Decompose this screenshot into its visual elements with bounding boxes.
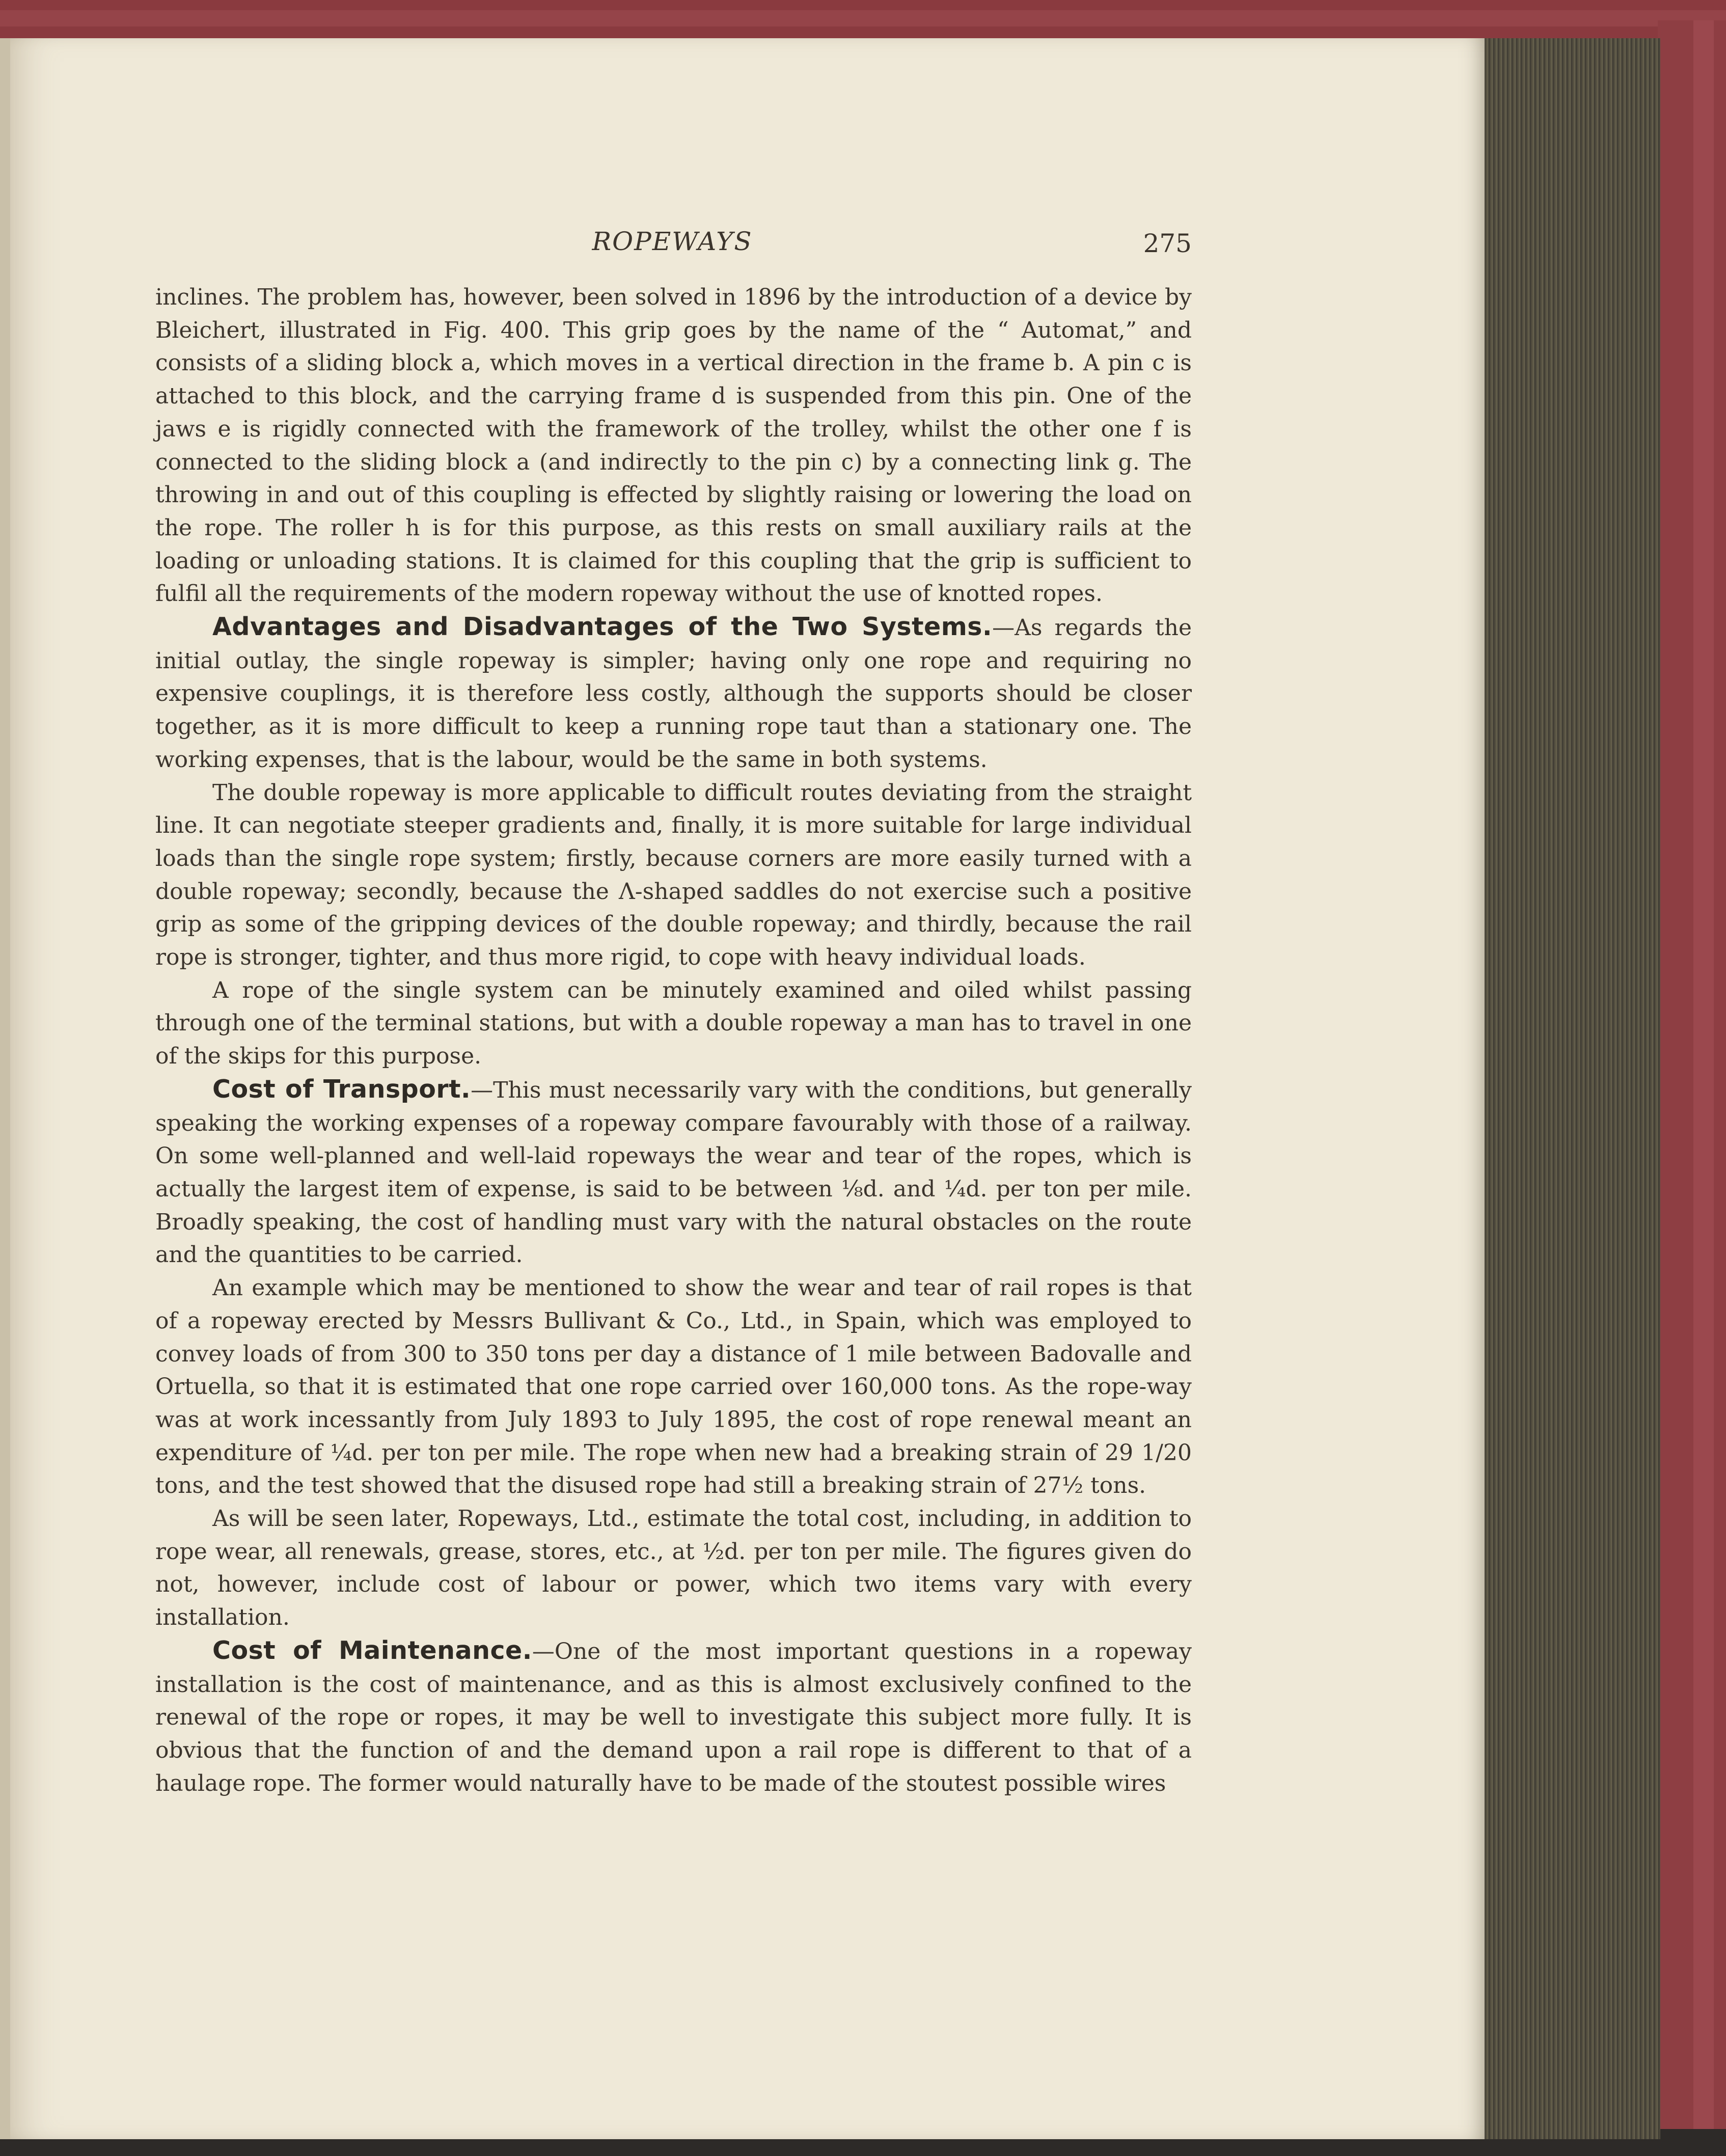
paragraph — [155, 777, 1192, 974]
paragraph-text: —This must necessarily vary with the conditions, but generally speaking the working expenses of a ropeway compare favourably with those of a railway. On some well-planned and well-laid ropeways the wear and tear of the ropes, which is actually the largest item of expense, is said to be between ⅛d. and ¼d. per ton per mile. Broadly speaking, the cost of handling must vary with the natural obstacles on the route and the quantities to be carried. — [155, 1077, 1192, 1268]
paragraph — [155, 1073, 1192, 1272]
paragraph — [155, 611, 1192, 777]
paragraph — [155, 1503, 1192, 1634]
paragraph-text: An example which may be mentioned to show the wear and tear of rail ropes is that of a ropeway erected by Messrs Bullivant & Co., Ltd., in Spain, which was employed to convey loads of from 300 to 350 tons per day a distance of 1 mile between Badovalle and Ortuella, so that it is estimated that one rope carried over 160,000 tons. As the rope-way was at work incessantly from July 1893 to July 1895, the cost of rope renewal meant an expenditure of ¼d. per ton per mile. The rope when new had a breaking strain of 29 1/20 tons, and the test showed that the disused rope had still a breaking strain of 27½ tons. — [155, 1275, 1192, 1499]
paragraph-text: A rope of the single system can be minutely examined and oiled whilst passing through one of the terminal stations, but with a double ropeway a man has to travel in one of the skips for this purpose. — [155, 977, 1192, 1070]
page-body — [155, 281, 1192, 1800]
paragraph-text: The double ropeway is more applicable to difficult routes deviating from the straight line. It can negotiate steeper gradients and, finally, it is more suitable for large individual loads than the single rope system; firstly, because corners are more easily turned with a double ropeway; secondly, because the Λ-shaped saddles do not exercise such a positive grip as some of the gripping devices of the double ropeway; and thirdly, because the rail rope is stronger, tighter, and thus more rigid, to cope with heavy individual loads. — [155, 779, 1192, 971]
paragraph — [155, 281, 1192, 611]
cover-right-edge — [1658, 20, 1726, 2129]
paragraph — [155, 1272, 1192, 1503]
running-title: ROPEWAYS — [592, 227, 753, 256]
page-number: 275 — [1143, 229, 1192, 258]
paragraph-text: —One of the most important questions in a ropeway installation is the cost of maintenance, and as this is almost exclusively confined to the renewal of the rope or ropes, it may be well to investigate this subject more fully. It is obvious that the function of and the demand upon a rail rope is different to that of a haulage rope. The former would naturally have to be made of the stoutest possible wires — [155, 1638, 1192, 1796]
section-heading: Advantages and Disadvantages of the Two Systems. — [212, 612, 993, 642]
section-heading: Cost of Maintenance. — [212, 1635, 532, 1665]
paragraph — [155, 974, 1192, 1073]
paragraph-text: —As regards the initial outlay, the single ropeway is simpler; having only one rope and requiring no expensive couplings, it is therefore less costly, although the supports should be closer together, as it is more difficult to keep a running rope taut than a stationary one. The working expenses, that is the labour, would be the same in both systems. — [155, 615, 1192, 773]
paragraph-text: As will be seen later, Ropeways, Ltd., estimate the total cost, including, in addition to rope wear, all renewals, grease, stores, etc., at ½d. per ton per mile. The figures given do not, however, include cost of labour or power, which two items vary with every installation. — [155, 1506, 1192, 1631]
page-edges — [1477, 38, 1660, 2139]
paragraph-text: inclines. The problem has, however, been solved in 1896 by the introduction of a device by Bleichert, illustrated in Fig. 400. This grip goes by the name of the “ Automat,” and consists of a sliding block a, which moves in a vertical direction in the frame b. A pin c is attached to this block, and the carrying frame d is suspended from this pin. One of the jaws e is rigidly connected with the framework of the trolley, whilst the other one f is connected to the sliding block a (and indirectly to the pin c) by a connecting link g. The throwing in and out of this coupling is effected by slightly raising or lowering the load on the rope. The roller h is for this purpose, as this rests on small auxiliary rails at the loading or unloading stations. It is claimed for this coupling that the grip is sufficient to fulfil all the requirements of the modern ropeway without the use of knotted ropes. — [155, 284, 1192, 607]
running-header — [153, 227, 1192, 267]
cover-top-highlight — [0, 10, 1726, 26]
cover-right-highlight — [1693, 20, 1714, 2129]
paragraph — [155, 1634, 1192, 1800]
section-heading: Cost of Transport. — [212, 1074, 471, 1104]
